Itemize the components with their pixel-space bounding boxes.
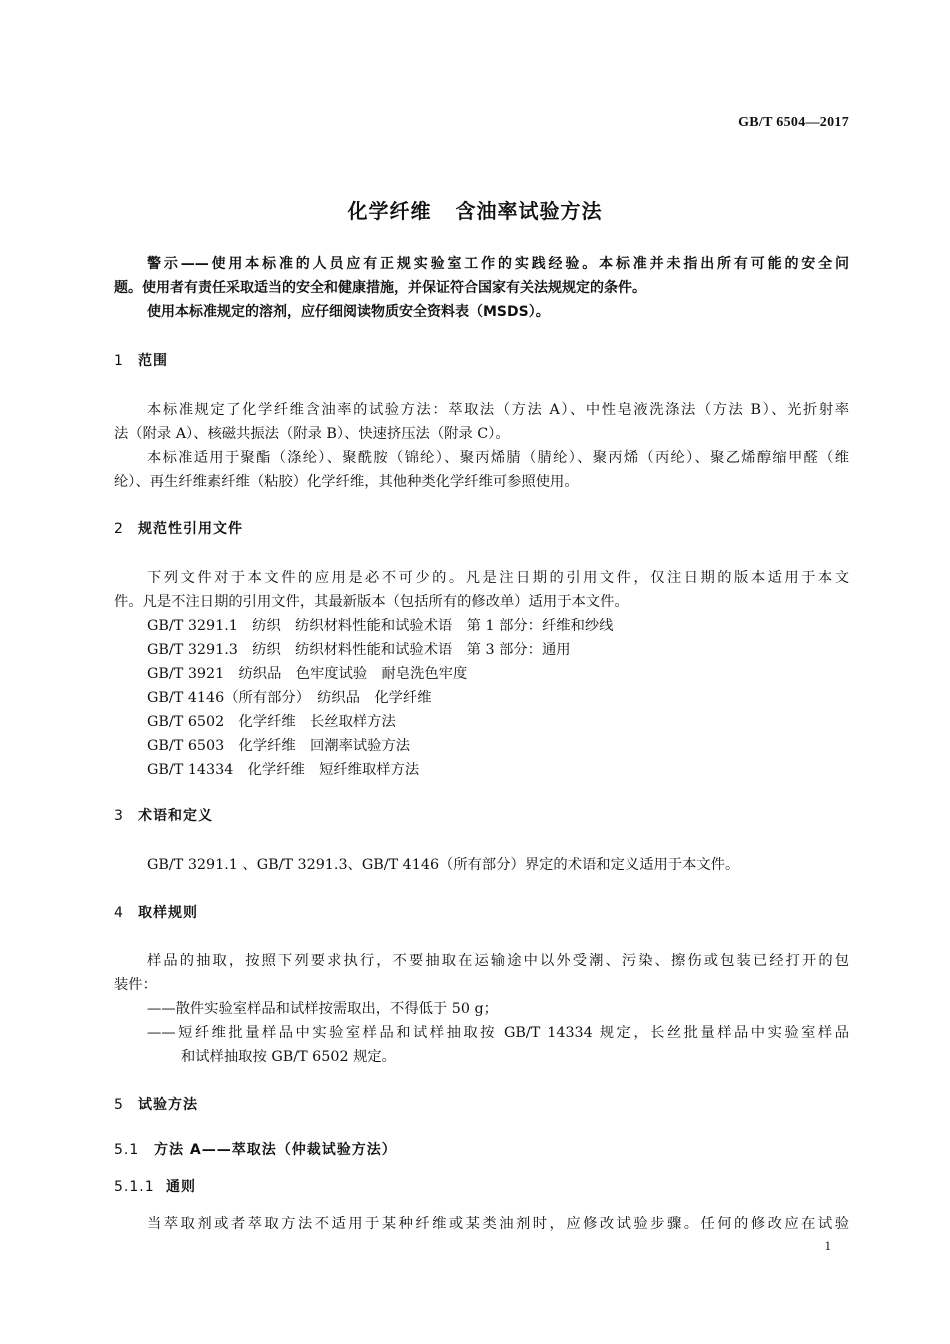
sampling-paragraph-line-2: 装件： <box>114 977 157 993</box>
section-title: 术语和定义 <box>138 808 213 824</box>
title-part2: 含油率试验方法 <box>455 199 603 223</box>
section-4-heading <box>114 902 198 922</box>
section-title: 取样规则 <box>138 905 198 921</box>
sampling-list-item-2-line-2: 和试样抽取按 GB/T 6502 规定。 <box>181 1049 396 1065</box>
reference-item: GB/T 3291.1 纺织 纺织材料性能和试验术语 第 1 部分：纤维和纱线 <box>147 618 614 634</box>
section-3-heading <box>114 805 213 825</box>
section-number: 2 <box>114 521 124 537</box>
section-number: 4 <box>114 905 124 921</box>
subsection-title: 通则 <box>166 1179 196 1195</box>
warning-line-1: 警示——使用本标准的人员应有正规实验室工作的实践经验。本标准并未指出所有可能的安全问 <box>147 256 849 272</box>
sampling-list-item-2-line-1: ——短纤维批量样品中实验室样品和试样抽取按 GB/T 14334 规定，长丝批量样品中实验室样品 <box>147 1025 849 1041</box>
reference-item: GB/T 3921 纺织品 色牢度试验 耐皂洗色牢度 <box>147 666 468 682</box>
section-number: 1 <box>114 353 124 369</box>
terms-paragraph: GB/T 3291.1 、GB/T 3291.3、GB/T 4146（所有部分）界定的术语和定义适用于本文件。 <box>147 857 740 873</box>
section-title: 规范性引用文件 <box>138 521 243 537</box>
section-title: 范围 <box>138 353 168 369</box>
subsection-5-1-1-heading <box>114 1176 196 1196</box>
references-intro-line-2: 件。凡是不注日期的引用文件，其最新版本（包括所有的修改单）适用于本文件。 <box>114 594 629 610</box>
reference-item: GB/T 14334 化学纤维 短纤维取样方法 <box>147 762 420 778</box>
references-intro-line-1: 下列文件对于本文件的应用是必不可少的。凡是注日期的引用文件，仅注日期的版本适用于本文 <box>147 570 849 586</box>
scope-paragraph-1-line-1: 本标准规定了化学纤维含油率的试验方法：萃取法（方法 A）、中性皂液洗涤法（方法 B）、光折射率 <box>147 402 849 418</box>
page-number: 1 <box>824 1238 831 1253</box>
document-title <box>0 195 950 224</box>
scope-paragraph-2-line-2: 纶）、再生纤维素纤维（粘胶）化学纤维，其他种类化学纤维可参照使用。 <box>114 474 579 490</box>
scope-paragraph-1-line-2: 法（附录 A）、核磁共振法（附录 B）、快速挤压法（附录 C）。 <box>114 426 510 442</box>
reference-item: GB/T 4146（所有部分） 纺织品 化学纤维 <box>147 690 432 706</box>
section-number: 3 <box>114 808 124 824</box>
section-title: 试验方法 <box>138 1097 198 1113</box>
sampling-list-item-1: ——散件实验室样品和试样按需取出，不得低于 50 g； <box>147 1001 498 1017</box>
reference-item: GB/T 6502 化学纤维 长丝取样方法 <box>147 714 396 730</box>
warning-line-3: 使用本标准规定的溶剂，应仔细阅读物质安全资料表（MSDS）。 <box>147 304 550 320</box>
reference-item: GB/T 6503 化学纤维 回潮率试验方法 <box>147 738 411 754</box>
subsection-number: 5.1.1 <box>114 1179 155 1195</box>
scope-paragraph-2-line-1: 本标准适用于聚酯（涤纶）、聚酰胺（锦纶）、聚丙烯腈（腈纶）、聚丙烯（丙纶）、聚乙烯醇缩甲醛（维 <box>147 450 849 466</box>
reference-item: GB/T 3291.3 纺织 纺织材料性能和试验术语 第 3 部分：通用 <box>147 642 571 658</box>
subsection-5-1-heading <box>114 1139 397 1159</box>
standard-number: GB/T 6504—2017 <box>738 115 849 130</box>
section-1-heading <box>114 350 168 370</box>
general-paragraph-line-1: 当萃取剂或者萃取方法不适用于某种纤维或某类油剂时，应修改试验步骤。任何的修改应在试验 <box>147 1216 849 1232</box>
subsection-title: 方法 A——萃取法（仲裁试验方法） <box>154 1142 397 1158</box>
section-number: 5 <box>114 1097 124 1113</box>
subsection-number: 5.1 <box>114 1142 140 1158</box>
title-part1: 化学纤维 <box>347 199 432 223</box>
sampling-paragraph-line-1: 样品的抽取，按照下列要求执行，不要抽取在运输途中以外受潮、污染、擦伤或包装已经打开的包 <box>147 953 849 969</box>
section-5-heading <box>114 1094 198 1114</box>
warning-line-2: 题。使用者有责任采取适当的安全和健康措施，并保证符合国家有关法规规定的条件。 <box>114 280 646 296</box>
section-2-heading <box>114 518 243 538</box>
